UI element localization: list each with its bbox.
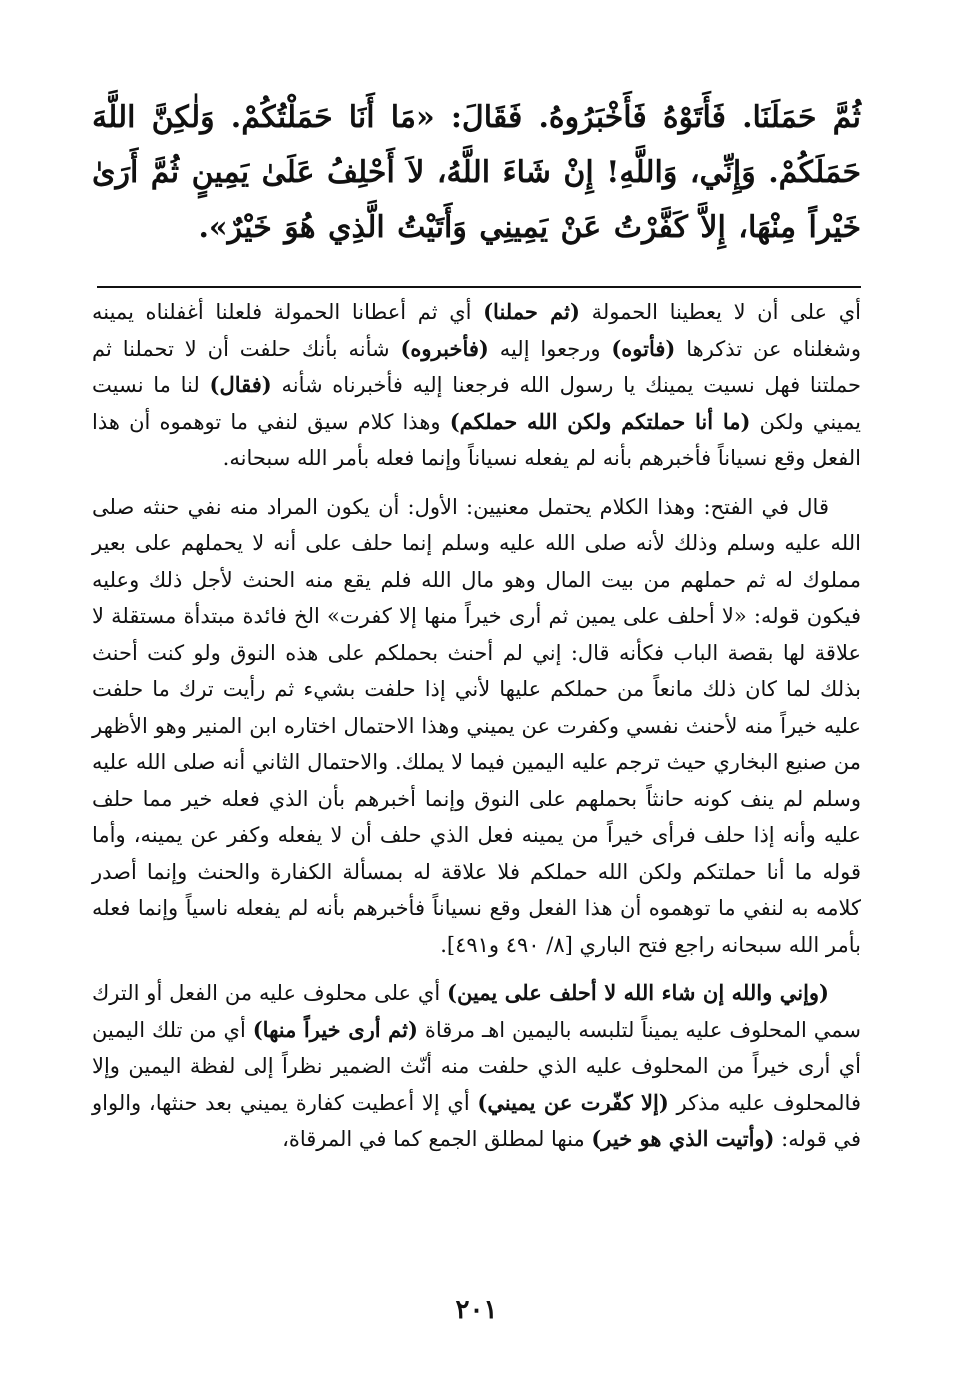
text-run: ورجعوا إليه [488, 336, 612, 361]
quoted-phrase: (ما أنا حملتكم ولكن الله حملكم) [449, 408, 751, 434]
quoted-phrase: (ثم حملنا) [483, 299, 580, 324]
text-run: أي إلا أعطيت كفارة يميني بعد حنثها، والواو في قوله: [92, 1090, 861, 1151]
quoted-phrase: (ثم أرى خيراً منها) [252, 1016, 418, 1042]
commentary-paragraph-3 [92, 975, 861, 1158]
quoted-phrase: (فأخبروه) [400, 335, 489, 361]
text-run: شأنه بأنك حلفت أن لا تحملنا ثم حملتنا فهل نسيت يمينك يا رسول الله فرجعنا إليه فأخبرناه شأنه [92, 336, 862, 397]
text-run: أي من تلك اليمين أي أرى خيراً من المحلوف عليه الذي حلفت منه أنّث الضمير نظراً إلى لفظة اليمين وإلا فالمحلوف عليه مذكر [92, 1017, 861, 1115]
hadith-text [92, 90, 861, 255]
hadith-line: ثُمَّ حَمَلَنَا. فَأَتَوْهُ فَأَخْبَرُوهُ. فَقَالَ: «مَا أَنَا حَمَلْتُكُمْ. وَلٰكِنَّ اللَّهَ حَمَلَكُمْ. وَإِنِّي، [92, 100, 861, 190]
footnote-divider [97, 286, 861, 288]
hadith-line: وَأَتَيْتُ الَّذِي هُوَ خَيْرٌ». [198, 210, 467, 245]
text-run: قال في الفتح: وهذا الكلام يحتمل معنيين: الأول: أن يكون المراد منه نفي حنثه صلى الله عليه وسلم وذلك لأنه صلى الله عليه وسلم إنما حلف على أنه لا يحملهم على بعير مملوك له ثم حملهم من بيت المال وهو مال الله فلم يقع منه الحنث لأجل ذلك وعليه فيكون قوله: «لا أحلف على يمين ثم أرى خيراً منها إلا كفرت» الخ فائدة مبتدأة مستقلة لا علاقة لها بقصة الباب فكأنه قال: إني لم أحنث بحملكم على هذه النوق ولو كنت أحنث بذلك لما كان ذلك مانعاً من حملكم عليها لأني إذا حلفت بشيء ثم رأيت ترك ما حلفت عليه خيراً منه لأحنث نفسي وكفرت عن يميني وهذا الاحتمال اختاره ابن المنير وهو الأظهر من صنيع البخاري حيث ترجم عليه اليمين فيما لا يملك. والاحتمال الثاني أنه صلى الله عليه وسلم لم ينف كونه حانثاً بحملهم على النوق وإنما أخبرهم بأن الذي فعله خير مما حلف عليه وأنه إذا حلف فرأى خيراً من يمينه فعل الذي حلف أن لا يفعله وكفر عن يمينه، وأما قوله ما أنا حملتكم ولكن الله حملكم فلا علاقة له بمسألة الكفارة والحنث وإنما أصدر كلامه به لنفي ما توهموه أن هذا الفعل وقع نسياناً فأخبرهم بأنه لم يفعله ناسياً وإنما فعله بأمر الله سبحانه راجع فتح الباري [٨/ ٤٩٠ و٤٩١]. [92, 494, 861, 957]
quoted-phrase: (وإني والله إن شاء الله لا أحلف على يمين) [447, 980, 829, 1005]
quoted-phrase: (فقال) [209, 372, 272, 397]
hadith-line: وَاللَّهِ! إِنْ شَاءَ اللَّهُ، لاَ أَحْلِفُ عَلَىٰ يَمِينٍ ثُمَّ أَرَىٰ خَيْراً مِنْهَا، إِلاَّ كَفَّرْتُ عَنْ يَمِينِي [92, 155, 861, 245]
text-run: وهذا كلام سيق لنفي ما توهموه أن هذا الفعل وقع نسياناً فأخبرهم بأنه لم يفعله نسياناً وإنما فعله بأمر الله سبحانه. [92, 409, 861, 470]
text-run: أي على محلوف عليه من الفعل أو الترك سمي المحلوف عليه يميناً لتلبسه باليمين اهـ مرقاة [92, 981, 861, 1042]
quoted-phrase: (إلا كفّرت عن يميني) [477, 1089, 669, 1115]
commentary-paragraph-2 [92, 489, 861, 964]
commentary [92, 294, 861, 1158]
commentary-paragraph-1 [92, 294, 861, 477]
text-run: أي على أن لا يعطينا الحمولة [579, 300, 861, 324]
quoted-phrase: (وأتيت الذي هو خير) [591, 1126, 775, 1151]
text-run: لنا ما نسيت يميني ولكن [92, 373, 861, 434]
quoted-phrase: (فأتوه) [611, 335, 676, 361]
text-run: أي ثم أعطانا الحمولة فلعلنا أغفلناه يمينه وشغلناه عن تذكرها [92, 300, 861, 361]
page-number: ٢٠١ [455, 1295, 498, 1325]
text-run: منها لمطلق الجمع كما في المرقاة، [282, 1127, 592, 1151]
